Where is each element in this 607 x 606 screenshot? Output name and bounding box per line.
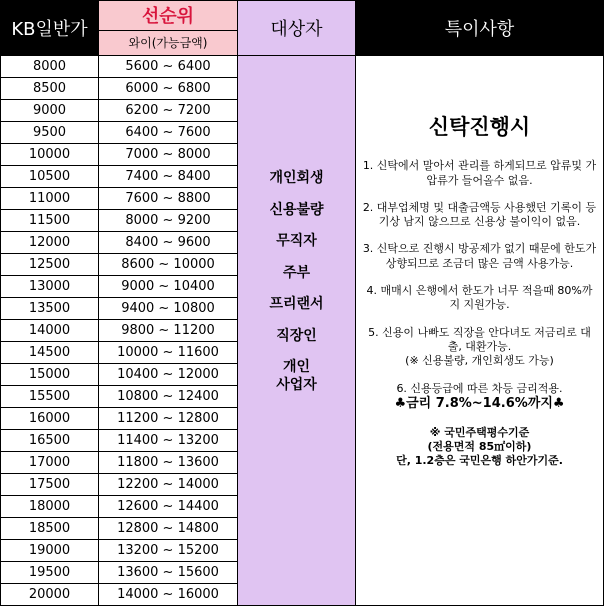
special-notes xyxy=(356,114,603,469)
basis-line: (전용면적 85㎡이하) xyxy=(427,440,532,454)
available-range-cell: 6000 ~ 6800 xyxy=(99,78,238,100)
basis-line: 단, 1.2층은 국민은행 하안가기준. xyxy=(396,454,563,468)
header-kb-price: KB일반가 xyxy=(1,1,99,56)
kb-price-cell: 19500 xyxy=(1,562,99,584)
kb-price-cell: 19000 xyxy=(1,540,99,562)
note-line: (※ 신용불량, 개인회생도 가능) xyxy=(405,354,554,368)
kb-price-cell: 13000 xyxy=(1,276,99,298)
kb-price-cell: 9000 xyxy=(1,100,99,122)
available-range-cell: 11400 ~ 13200 xyxy=(99,430,238,452)
target-item: 직장인 xyxy=(276,327,317,344)
available-range-cell: 10000 ~ 11600 xyxy=(99,342,238,364)
interest-rate: ♣금리 7.8%~14.6%까지♣ xyxy=(394,395,565,411)
available-range-cell: 11800 ~ 13600 xyxy=(99,452,238,474)
available-range-cell: 7400 ~ 8400 xyxy=(99,166,238,188)
target-item-business xyxy=(238,359,355,394)
target-item-line: 사업자 xyxy=(276,376,317,393)
available-range-cell: 8400 ~ 9600 xyxy=(99,232,238,254)
available-range-cell: 12600 ~ 14400 xyxy=(99,496,238,518)
kb-price-cell: 16500 xyxy=(1,430,99,452)
available-range-cell: 13600 ~ 15600 xyxy=(99,562,238,584)
kb-price-cell: 18000 xyxy=(1,496,99,518)
available-range-cell: 13200 ~ 15200 xyxy=(99,540,238,562)
header-available-amount: 와이(가능금액) xyxy=(99,30,238,55)
kb-price-cell: 10000 xyxy=(1,144,99,166)
available-range-cell: 9400 ~ 10800 xyxy=(99,298,238,320)
available-range-cell: 8000 ~ 9200 xyxy=(99,210,238,232)
available-range-cell: 8600 ~ 10000 xyxy=(99,254,238,276)
basis-note xyxy=(362,426,597,469)
basis-line: ※ 국민주택평수기준 xyxy=(429,425,530,439)
kb-price-cell: 20000 xyxy=(1,584,99,606)
available-range-cell: 14000 ~ 16000 xyxy=(99,584,238,606)
kb-price-cell: 15500 xyxy=(1,386,99,408)
target-item: 무직자 xyxy=(276,233,317,249)
available-range-cell: 10400 ~ 12000 xyxy=(99,364,238,386)
kb-price-cell: 10500 xyxy=(1,166,99,188)
table-body xyxy=(1,56,604,606)
kb-price-cell: 18500 xyxy=(1,518,99,540)
target-item: 신용불량 xyxy=(269,201,324,218)
target-column xyxy=(238,56,356,606)
kb-price-cell: 11500 xyxy=(1,210,99,232)
available-range-cell: 5600 ~ 6400 xyxy=(99,56,238,78)
kb-price-cell: 11000 xyxy=(1,188,99,210)
header-first-priority: 선순위 xyxy=(99,1,238,31)
note-item-5 xyxy=(362,326,597,369)
kb-price-cell: 14500 xyxy=(1,342,99,364)
available-range-cell: 12200 ~ 14000 xyxy=(99,474,238,496)
kb-price-cell: 8500 xyxy=(1,78,99,100)
note-item-2: 2. 대부업체명 및 대출금액등 사용했던 기록이 등기상 남지 않으므로 신용상 불이익이 없음. xyxy=(362,200,597,229)
target-item-line: 개인 xyxy=(282,359,311,375)
header-special-notes: 특이사항 xyxy=(356,1,604,56)
available-range-cell: 11200 ~ 12800 xyxy=(99,408,238,430)
available-range-cell: 6200 ~ 7200 xyxy=(99,100,238,122)
available-range-cell: 9000 ~ 10400 xyxy=(99,276,238,298)
available-range-cell: 7000 ~ 8000 xyxy=(99,144,238,166)
available-range-cell: 6400 ~ 7600 xyxy=(99,122,238,144)
kb-price-cell: 14000 xyxy=(1,320,99,342)
available-range-cell: 10800 ~ 12400 xyxy=(99,386,238,408)
note-line: 6. 신용등급에 따른 차등 금리적용. xyxy=(396,381,563,395)
note-item-4: 4. 매매시 은행에서 한도가 너무 적을때 80%까지 지원가능. xyxy=(366,284,593,312)
table-row xyxy=(1,56,604,78)
kb-price-cell: 17000 xyxy=(1,452,99,474)
available-range-cell: 7600 ~ 8800 xyxy=(99,188,238,210)
note-item-6 xyxy=(362,382,597,413)
note-item-1: 1. 신탁에서 말아서 관리를 하게되므로 압류및 가압류가 들어올수 없음. xyxy=(362,159,597,187)
target-item: 개인회생 xyxy=(269,170,324,186)
kb-price-cell: 12500 xyxy=(1,254,99,276)
kb-price-cell: 17500 xyxy=(1,474,99,496)
target-item: 주부 xyxy=(282,264,311,281)
kb-price-cell: 12000 xyxy=(1,232,99,254)
note-line: 5. 신용이 나빠도 직장을 안다녀도 저금리로 대출, 대환가능. xyxy=(368,325,591,353)
available-range-cell: 12800 ~ 14800 xyxy=(99,518,238,540)
target-list xyxy=(238,56,355,394)
target-item: 프리랜서 xyxy=(269,296,324,312)
kb-price-cell: 9500 xyxy=(1,122,99,144)
kb-price-cell: 15000 xyxy=(1,364,99,386)
kb-price-cell: 8000 xyxy=(1,56,99,78)
special-notes-column xyxy=(356,56,604,606)
header-target: 대상자 xyxy=(238,1,356,56)
kb-price-cell: 16000 xyxy=(1,408,99,430)
note-item-3: 3. 신탁으로 진행시 방공제가 없기 때문에 한도가 상향되므로 조금더 많은 금액 사용가능. xyxy=(362,242,597,270)
kb-price-cell: 13500 xyxy=(1,298,99,320)
special-title: 신탁진행시 xyxy=(428,115,531,139)
available-range-cell: 9800 ~ 11200 xyxy=(99,320,238,342)
